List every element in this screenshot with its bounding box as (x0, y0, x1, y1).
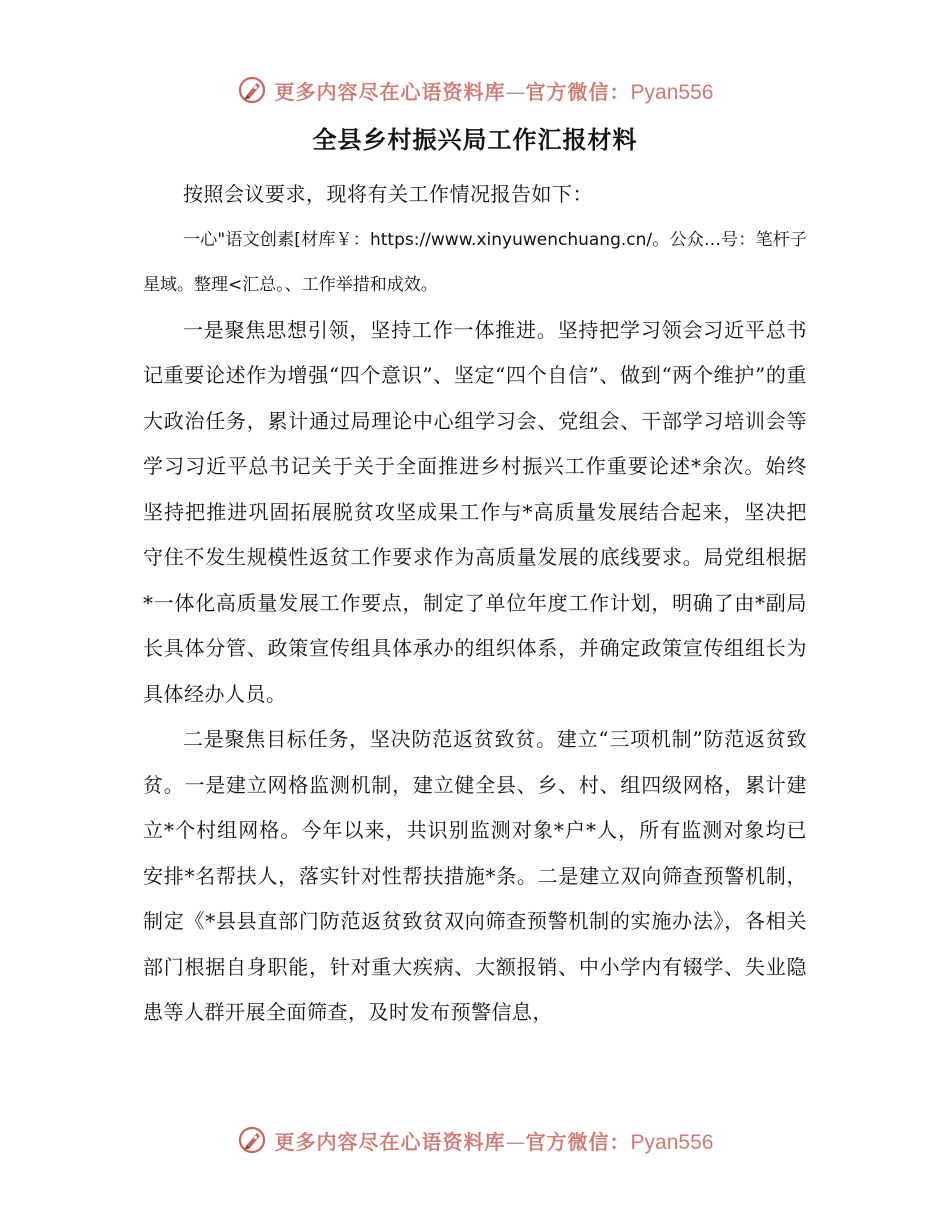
pen-nib-logo-icon (237, 1125, 267, 1155)
document-body (143, 172, 807, 1036)
header-banner-wechat-label: 官方微信： (525, 79, 631, 104)
header-banner (0, 70, 950, 110)
footer-banner (0, 1120, 950, 1160)
footer-banner-text (275, 1126, 714, 1155)
body-paragraph-2: 二是聚焦目标任务，坚决防范返贫致贫。建立“三项机制”防范返贫致贫。一是建立网格监测机制，建立健全县、乡、村、组四级网格，累计建立*个村组网格。今年以来，共识别监测对象*户*人，所有监测对象均已安排*名帮扶人，落实针对性帮扶措施*条。二是建立双向筛查预警机制，制定《*县县直部门防范返贫致贫双向筛查预警机制的实施办法》，各相关部门根据自身职能，针对重大疾病、大额报销、中小学内有辍学、失业隐患等人群开展全面筛查，及时发布预警信息， (143, 727, 807, 1024)
footer-banner-wechat-id: Pyan556 (630, 1130, 714, 1154)
pen-nib-logo-icon (237, 75, 267, 105)
body-paragraph-1: 一是聚焦思想引领，坚持工作一体推进。坚持把学习领会习近平总书记重要论述作为增强“四个意识”、坚定“四个自信”、做到“两个维护”的重大政治任务，累计通过局理论中心组学习会、党组会、干部学习培训会等学习习近平总书记关于关于全面推进乡村振兴工作重要论述*余次。始终坚持把推进巩固拓展脱贫攻坚成果工作与*高质量发展结合起来，坚决把守住不发生规模性返贫工作要求作为高质量发展的底线要求。局党组根据*一体化高质量发展工作要点，制定了单位年度工作计划，明确了由*副局长具体分管、政策宣传组具体承办的组织体系，并确定政策宣传组组长为具体经办人员。 (143, 317, 807, 706)
watermark-paragraph: 一心"语文创素[材库￥：https://www.xinyuwenchuang.cn/。公众…号：笔杆子星域。整理<汇总。、工作举措和成效。 (143, 229, 807, 295)
footer-banner-wechat-label: 官方微信： (525, 1129, 631, 1154)
header-banner-slogan: 更多内容尽在心语资料库 (274, 79, 506, 104)
header-banner-dash: — (505, 79, 526, 104)
footer-banner-dash: — (505, 1129, 526, 1154)
footer-banner-slogan: 更多内容尽在心语资料库 (274, 1129, 506, 1154)
header-banner-text (275, 76, 714, 105)
intro-paragraph: 按照会议要求，现将有关工作情况报告如下： (183, 182, 593, 206)
header-banner-wechat-id: Pyan556 (630, 80, 714, 104)
document-title: 全县乡村振兴局工作汇报材料 (312, 125, 638, 154)
